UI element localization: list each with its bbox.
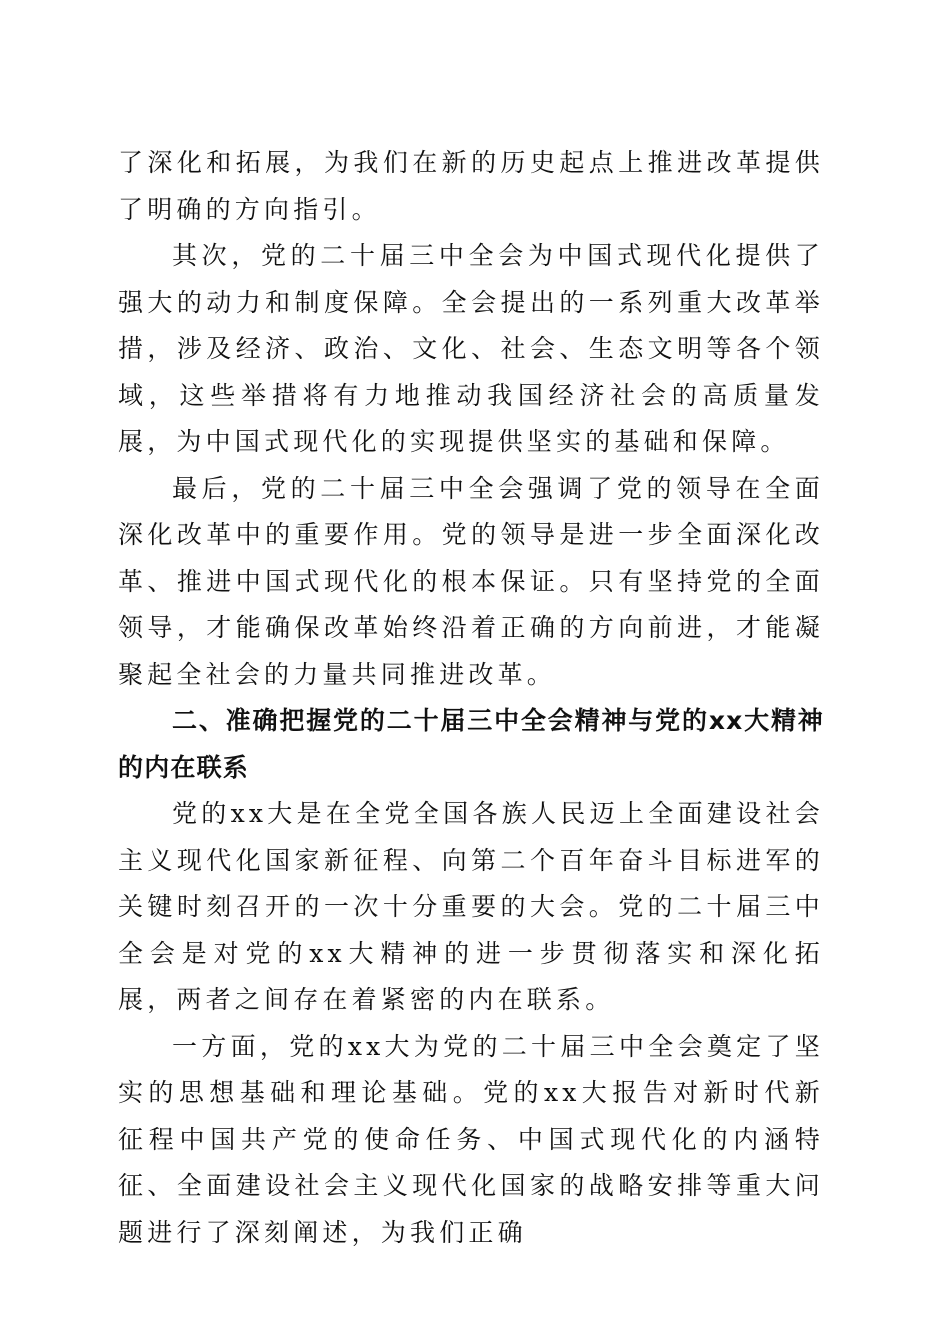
paragraph-continuation: 了深化和拓展，为我们在新的历史起点上推进改革提供了明确的方向指引。 [118,148,824,224]
paragraph-on-one-hand: 一方面，党的xx大为党的二十届三中全会奠定了坚实的思想基础和理论基础。党的xx大报告对新时代新征程中国共产党的使命任务、中国式现代化的内涵特征、全面建设社会主义现代化国家的战略安排等重大问题进行了深刻阐述，为我们正确 [118,1031,824,1247]
paragraph-finally: 最后，党的二十届三中全会强调了党的领导在全面深化改革中的重要作用。党的领导是进一步全面深化改革、推进中国式现代化的根本保证。只有坚持党的全面领导，才能确保改革始终沿着正确的方向前进，才能凝聚起全社会的力量共同推进改革。 [118,473,824,689]
section-heading-two: 二、准确把握党的二十届三中全会精神与党的xx大精神的内在联系 [118,706,824,782]
paragraph-secondly: 其次，党的二十届三中全会为中国式现代化提供了强大的动力和制度保障。全会提出的一系列重大改革举措，涉及经济、政治、文化、社会、生态文明等各个领域，这些举措将有力地推动我国经济社会的高质量发展，为中国式现代化的实现提供坚实的基础和保障。 [118,241,824,456]
document-body [118,140,824,1256]
paragraph-congress-intro: 党的xx大是在全党全国各族人民迈上全面建设社会主义现代化国家新征程、向第二个百年奋斗目标进军的关键时刻召开的一次十分重要的大会。党的二十届三中全会是对党的xx大精神的进一步贯彻落实和深化拓展，两者之间存在着紧密的内在联系。 [118,799,824,1014]
